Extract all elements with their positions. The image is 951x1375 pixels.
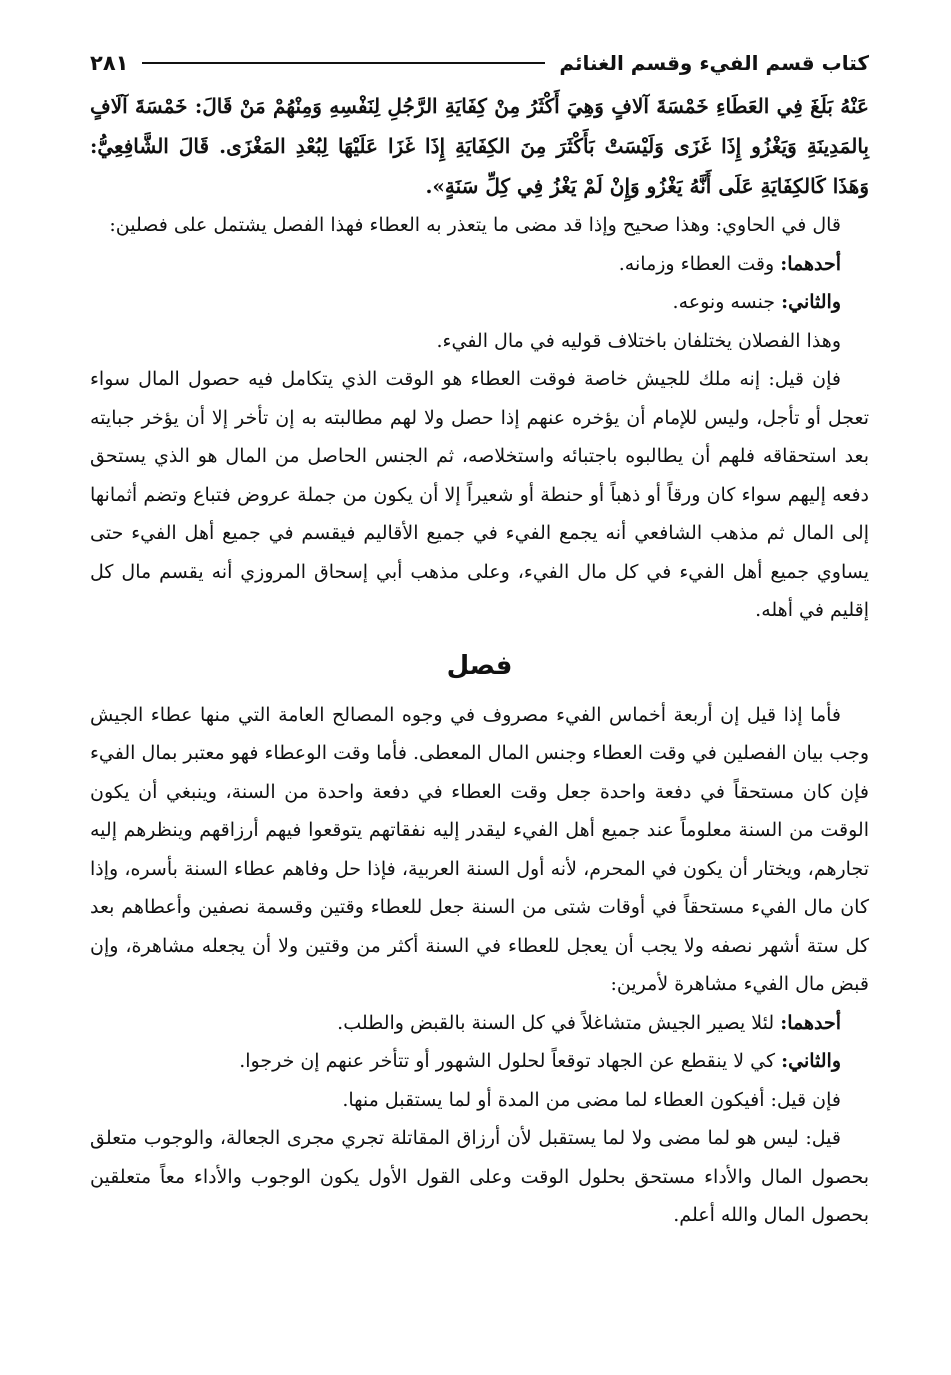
list-item-text: جنسه ونوعه. bbox=[672, 291, 776, 313]
list-item-label: والثاني: bbox=[781, 291, 841, 313]
list-item-first bbox=[90, 1004, 869, 1043]
page-body bbox=[90, 86, 869, 1235]
running-head bbox=[90, 50, 869, 76]
list-item-second bbox=[90, 283, 869, 322]
list-item-label: والثاني: bbox=[781, 1050, 841, 1072]
intro-paragraph: قال في الحاوي: وهذا صحيح وإذا قد مضى ما يتعذر به العطاء فهذا الفصل يشتمل على فصلين: bbox=[109, 214, 841, 236]
section-heading: فصل bbox=[446, 650, 513, 681]
section-paragraph: فأما إذا قيل إن أربعة أخماس الفيء مصروف في وجوه المصالح العامة التي منها عطاء الجيش وجب بيان الفصلين في وقت العطاء وجنس المال المعطى. فأما وقت الوعطاء فهو معتبر بمال الفيء فإن كان مستحقاً في دفعة واحدة جعل وقت العطاء في دفعة واحدة من السنة، وينبغي أن يكون الوقت من السنة معلوماً عند جميع أهل الفيء ليقدر إليه نفقاتهم يتوقعوا فيهم أرزاقهم وينظرهم إليه تجارهم، ويختار أن يكون في المحرم، لأنه أول السنة العربية، فإذا حل وفاهم عطاء السنة بأسره، وإذا كان مال الفيء مستحقاً في أوقات شتى من السنة جعل للعطاء وقتين وقسمة نصفين وأعطاهم بعد كل ستة أشهر نصفه ولا يجب أن يعجل للعطاء في السنة أكثر من وقتين ولا أن يجعله مشاهرة، وإن قبض مال الفيء مشاهرة لأمرين: bbox=[90, 703, 869, 995]
question-two-paragraph: فإن قيل: أفيكون العطاء لما مضى من المدة أو لما يستقبل منها. bbox=[342, 1088, 841, 1111]
question-paragraph: فإن قيل: إنه ملك للجيش خاصة فوقت العطاء هو الوقت الذي يتكامل فيه حصول المال سواء تعجل أو تأجل، وليس للإمام أن يؤخره عنهم إذا حصل ولا لهم مطالبته به إن تأخر إلا أن يؤخر جبايته بعد استحقاقه فلهم أن يطالبوه باجتبائه واستخلاصه، ثم الجنس الحاصل من المال هو الذي يستحق دفعه إليهم سواء كان ورقاً أو ذهباً أو حنطة أو شعيراً إلا أن يكون من جملة عروض فتباع وتضم أثمانها إلى المال ثم مذهب الشافعي أنه يجمع الفيء في جميع الأقاليم فيقسم في جميع أهل الفيء حتى يساوي جميع أهل الفيء في كل مال الفيء، وعلى مذهب أبي إسحاق المروزي أنه يقسم مال كل إقليم في أهله. bbox=[90, 368, 869, 621]
answer-paragraph: قيل: ليس هو لما مضى ولا لما يستقبل لأن أرزاق المقاتلة تجري مجرى الجعالة، والوجوب متعلق بحصول المال والأداء مستحق بحلول الوقت وعلى القول الأول يكون الوجوب والأداء معاً متعلقين بحصول المال والله أعلم. bbox=[90, 1127, 869, 1226]
list-item-text: كي لا ينقطع عن الجهاد توقعاً لحلول الشهور أو تتأخر عنهم إن خرجوا. bbox=[239, 1050, 776, 1072]
running-head-title: كتاب قسم الفيء وقسم الغنائم bbox=[559, 51, 869, 75]
list-item-label: أحدهما: bbox=[780, 252, 841, 275]
list-item-text: لئلا يصير الجيش متشاغلاً في كل السنة بالقبض والطلب. bbox=[337, 1011, 775, 1034]
page-number: ٢٨١ bbox=[90, 51, 129, 75]
list-item-label: أحدهما: bbox=[780, 1011, 841, 1034]
list-item-first bbox=[90, 245, 869, 284]
matn-quotation: عَنْهُ بَلَغَ فِي العَطَاءِ خَمْسَةَ آلافٍ وَهِيَ أَكْثَرُ مِنْ كِفَايَةِ الرَّجُلِ لِنَفْسِهِ وَمِنْهُمْ مَنْ قَالَ: خَمْسَةَ آلَافٍ بِالمَدِينَةِ وَيَغْزُو إِذَا غَزَى وَلَيْسَتْ بَأَكْثَرَ مِنَ الكِفَايَةِ إِذَا غَزَا عَلَيْهَا لِبُعْدِ المَغْزَى. قَالَ الشَّافِعِيُّ: وَهَذَا كَالكِفَايَةِ عَلَى أَنَّهُ يَغْزُو وَإِنْ لَمْ يَغْزُ فِي كِلِّ سَنَةٍ». bbox=[90, 94, 869, 198]
list-item-second bbox=[90, 1042, 869, 1081]
running-head-rule bbox=[142, 62, 545, 64]
list-item-text: وقت العطاء وزمانه. bbox=[618, 252, 775, 275]
chapters-paragraph: وهذا الفصلان يختلفان باختلاف قوليه في مال الفيء. bbox=[436, 329, 841, 352]
